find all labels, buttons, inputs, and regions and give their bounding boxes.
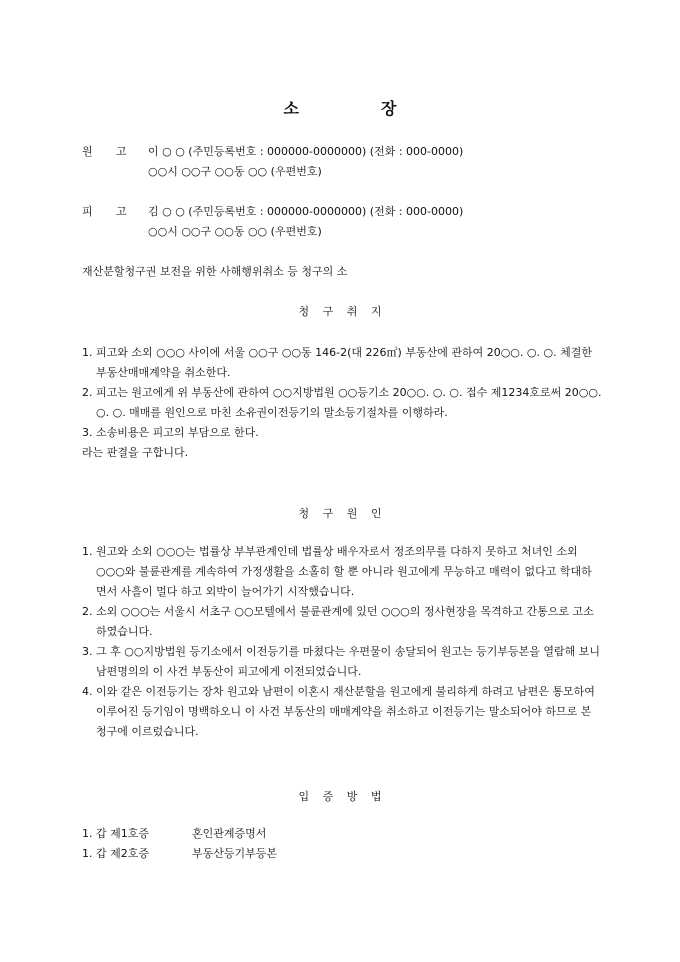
list-item: 1. 피고와 소외 ○○○ 사이에 서울 ○○구 ○○동 146-2(대 226㎡) 부동산에 관하여 20○○. ○. ○. 체결한 부동산매매계약을 취소한다. bbox=[82, 346, 592, 379]
evidence-list bbox=[82, 824, 277, 864]
list-item: 1. 갑 제2호증 부동산등기부등본 bbox=[82, 847, 278, 860]
list-item: 3. 소송비용은 피고의 부담으로 한다. bbox=[82, 426, 259, 439]
list-item: 3. 그 후 ○○지방법원 등기소에서 이전등기를 마쳤다는 우편물이 송달되어 원고는 등기부등본을 열람해 보니 남편명의의 이 사건 부동산이 피고에게 이전되었습니다. bbox=[82, 645, 600, 678]
defendant-info: 김 ○ ○ (주민등록번호 : 000000-0000000) (전화 : 000-0000) bbox=[148, 205, 464, 218]
plaintiff-address: ○○시 ○○구 ○○동 ○○ (우편번호) bbox=[148, 165, 322, 178]
claim-purpose-heading: 청 구 취 지 bbox=[298, 305, 382, 318]
evidence-heading: 입 증 방 법 bbox=[298, 790, 382, 803]
claim-cause-heading: 청 구 원 인 bbox=[298, 507, 382, 520]
defendant-block bbox=[82, 202, 642, 242]
list-item: 4. 이와 같은 이전등기는 장차 원고와 남편이 이혼시 재산분할을 원고에게 불리하게 하려고 남편은 통모하여 이루어진 등기임이 명백하오니 이 사건 부동산의 매매계약을 취소하고 이전등기는 말소되어야 하므로 본 청구에 이르렀습니다. bbox=[82, 685, 595, 738]
claim-cause-list bbox=[82, 542, 602, 742]
title-char-1: 소 bbox=[283, 99, 299, 118]
title-char-2: 장 bbox=[381, 99, 397, 118]
defendant-address: ○○시 ○○구 ○○동 ○○ (우편번호) bbox=[148, 225, 322, 238]
list-item: 2. 피고는 원고에게 위 부동산에 관하여 ○○지방법원 ○○등기소 20○○. ○. ○. 접수 제1234호로써 20○○. ○. ○. 매매를 원인으로 마친 소유권이전등기의 말소등기절차를 이행하라. bbox=[82, 386, 602, 419]
plaintiff-role: 원 고 bbox=[82, 145, 127, 158]
plaintiff-block bbox=[82, 142, 642, 182]
defendant-role: 피 고 bbox=[82, 205, 127, 218]
case-name: 재산분할청구권 보전을 위한 사해행위취소 등 청구의 소 bbox=[82, 265, 348, 278]
claim-purpose-list bbox=[82, 343, 602, 463]
document-title bbox=[0, 96, 680, 119]
claim-closing: 라는 판결을 구합니다. bbox=[82, 446, 189, 459]
list-item: 2. 소외 ○○○는 서울시 서초구 ○○모텔에서 불륜관계에 있던 ○○○의 정사현장을 목격하고 간통으로 고소하였습니다. bbox=[82, 605, 594, 638]
plaintiff-info: 이 ○ ○ (주민등록번호 : 000000-0000000) (전화 : 000-0000) bbox=[148, 145, 464, 158]
list-item: 1. 원고와 소외 ○○○는 법률상 부부관계인데 법률상 배우자로서 정조의무를 다하지 못하고 처녀인 소외 ○○○와 불륜관계를 계속하여 가정생활을 소홀히 할 뿐 아니라 원고에게 무능하고 매력이 없다고 학대하면서 사흘이 멀다 하고 외박이 늘어가기 시작했습니다. bbox=[82, 545, 592, 598]
list-item: 1. 갑 제1호증 혼인관계증명서 bbox=[82, 827, 267, 840]
